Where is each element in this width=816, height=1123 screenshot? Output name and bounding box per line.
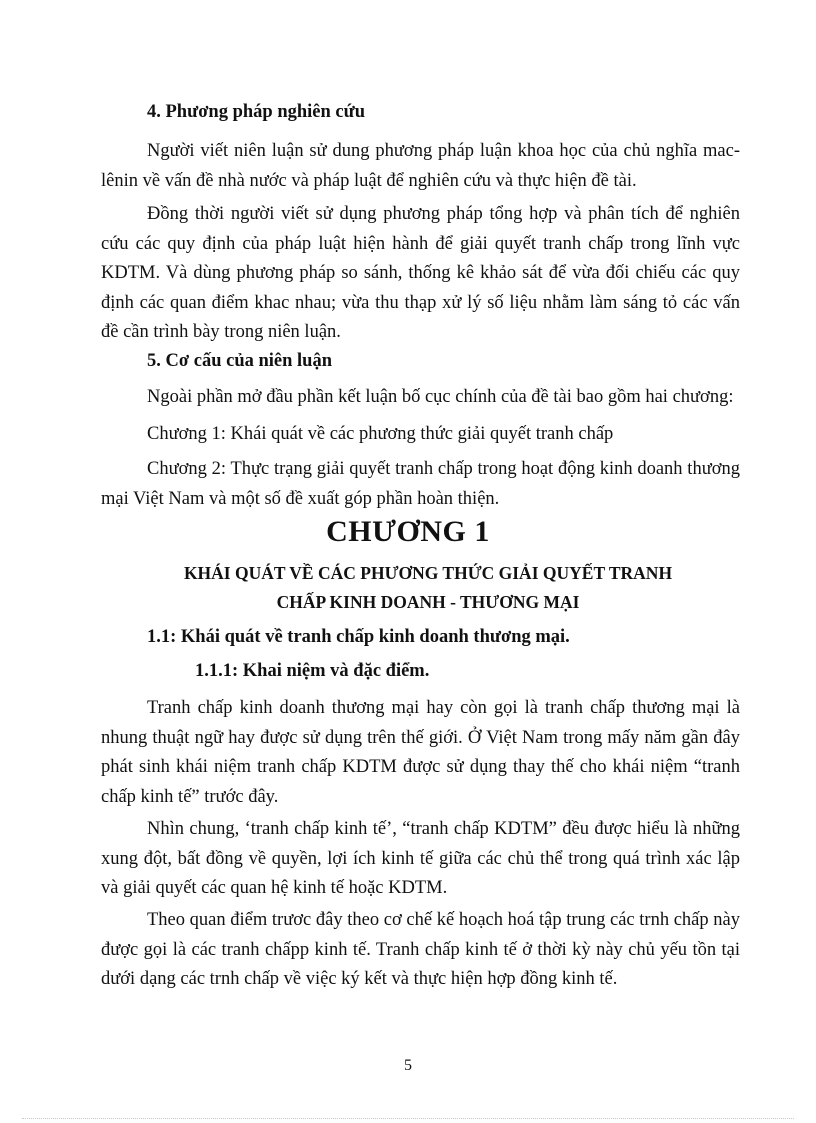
section-heading-1-1: 1.1: Khái quát về tranh chấp kinh doanh thương mại. xyxy=(147,627,570,647)
paragraph-text: Nhìn chung, ‘tranh chấp kinh tế’, “tranh chấp KDTM” đều được hiểu là những xung đột, bất đồng về quyền, lợi ích kinh tế giữa các chủ thể trong quá trình xác lập và giải quyết các quan hệ kinh tế hoặc KDTM. xyxy=(101,819,740,898)
heading-research-methods: 4. Phương pháp nghiên cứu xyxy=(147,102,366,122)
chapter-subtitle-line-2: CHẤP KINH DOANH - THƯƠNG MẠI xyxy=(276,592,580,612)
paragraph-methods-1 xyxy=(0,137,816,196)
chapter-title: CHƯƠNG 1 xyxy=(326,515,490,548)
paragraph-definition-2 xyxy=(0,815,816,904)
page-bottom-divider xyxy=(22,1118,794,1119)
paragraph-text: Theo quan điểm trươc đây theo cơ chế kế hoạch hoá tập trung các trnh chấp này được gọi là các tranh chấpp kinh tế. Tranh chấp kinh tế ở thời kỳ này chủ yếu tồn tại dưới dạng các trnh chấp về việc ký kết và thực hiện hợp đồng kinh tế. xyxy=(101,910,740,989)
paragraph-text: Chương 1: Khái quát về các phương thức giải quyết tranh chấp xyxy=(147,424,614,444)
paragraph-definition-1 xyxy=(0,694,816,812)
paragraph-text: Chương 2: Thực trạng giải quyết tranh chấp trong hoạt động kinh doanh thương mại Việt Nam và một số đề xuất góp phần hoàn thiện. xyxy=(101,459,740,509)
paragraph-chapter-2-line xyxy=(0,455,816,514)
paragraph-definition-3 xyxy=(0,906,816,995)
chapter-subtitle-line-1: KHÁI QUÁT VỀ CÁC PHƯƠNG THỨC GIẢI QUYẾT TRANH xyxy=(183,563,673,583)
paragraph-text: Đồng thời người viết sử dụng phương pháp tổng hợp và phân tích để nghiên cứu các quy định của pháp luật hiện hành để giải quyết tranh chấp trong lĩnh vực KDTM. Và dùng phương pháp so sánh, thống kê khảo sát để vừa đối chiếu các quy định các quan điểm khac nhau; vừa thu thạp xử lý số liệu nhằm làm sáng tỏ các vấn đề cần trình bày trong niên luận. xyxy=(101,204,740,342)
paragraph-text: Ngoài phần mở đầu phần kết luận bố cục chính của đề tài bao gồm hai chương: xyxy=(147,387,734,407)
paragraph-chapter-1-line xyxy=(0,420,816,450)
subsection-heading-1-1-1: 1.1.1: Khai niệm và đặc điểm. xyxy=(195,661,430,681)
paragraph-text: Người viết niên luận sử dung phương pháp luận khoa học của chủ nghĩa mac- lênin về vấn đề nhà nước và pháp luật để nghiên cứu và thực hiện đề tài. xyxy=(101,141,740,191)
paragraph-methods-2 xyxy=(0,200,816,348)
paragraph-structure-intro xyxy=(0,383,816,413)
paragraph-text: Tranh chấp kinh doanh thương mại hay còn gọi là tranh chấp thương mại là nhung thuật ngữ hay được sử dụng trên thế giới. Ở Việt Nam trong mấy năm gần đây phát sinh khái niệm tranh chấp KDTM được sử dụng thay thế cho khái niệm “tranh chấp kinh tế” trước đây. xyxy=(101,698,740,807)
page-number: 5 xyxy=(404,1057,412,1074)
heading-structure: 5. Cơ cấu của niên luận xyxy=(147,351,332,371)
